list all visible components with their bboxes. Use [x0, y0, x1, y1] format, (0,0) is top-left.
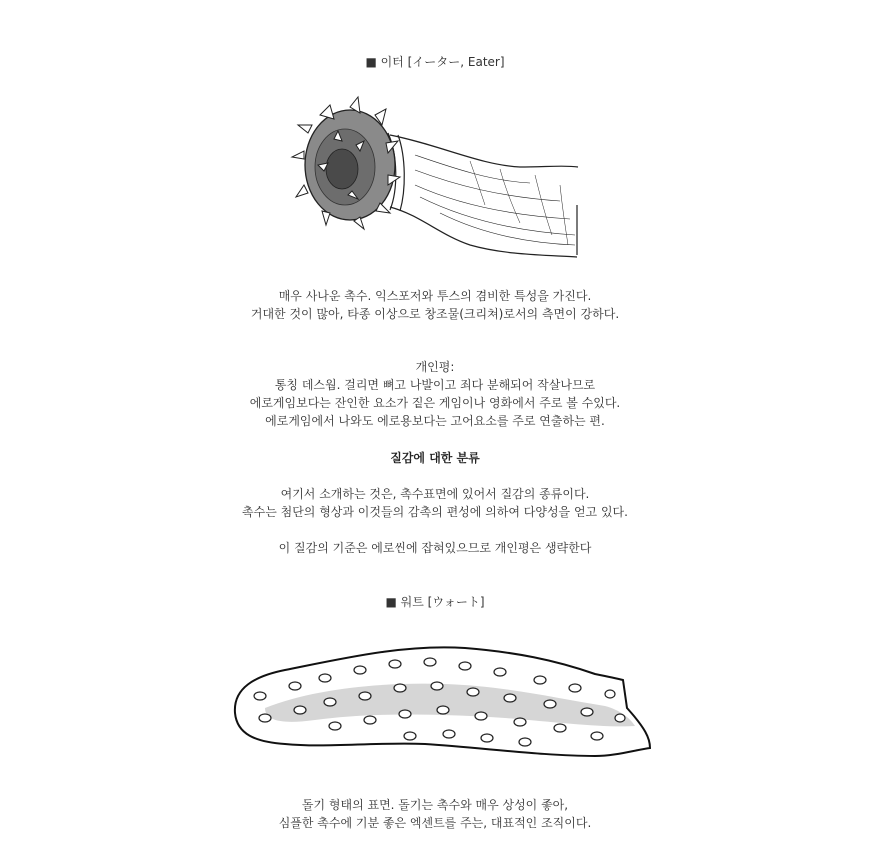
- wart-illustration: [225, 638, 655, 773]
- texture-intro-line-1: 여기서 소개하는 것은, 촉수표면에 있어서 질감의 종류이다.: [280, 487, 590, 501]
- wart-desc-line-1: 돌기 형태의 표면. 돌기는 촉수와 매우 상성이 좋아,: [301, 798, 569, 812]
- opinion-line-2: 에로게임보다는 잔인한 요소가 짙은 게임이나 영화에서 주로 볼 수있다.: [249, 396, 621, 410]
- wart-desc-line-2: 심플한 촉수에 기분 좋은 엑센트를 주는, 대표적인 조직이다.: [278, 816, 592, 830]
- texture-title: 질감에 대한 분류: [390, 451, 480, 465]
- opinion-line-1: 통칭 데스웜. 걸리면 뼈고 나발이고 죄다 분해되어 작살나므로: [274, 378, 596, 392]
- wart-heading: ■ 워트 [ウォート]: [385, 595, 485, 609]
- eater-illustration: [290, 95, 590, 265]
- texture-intro-line-2: 촉수는 첨단의 형상과 이것들의 감촉의 편성에 의하여 다양성을 얻고 있다.: [242, 505, 628, 519]
- texture-note: 이 질감의 기준은 에로씬에 잡혀있으므로 개인평은 생략한다: [278, 541, 592, 555]
- eater-desc-line-2: 거대한 것이 많아, 타종 이상으로 창조물(크리쳐)로서의 측면이 강하다.: [250, 307, 620, 321]
- opinion-title: 개인평:: [415, 360, 455, 374]
- eater-heading: ■ 이터 [イーター, Eater]: [365, 55, 505, 69]
- opinion-line-3: 에로게임에서 나와도 에로용보다는 고어요소를 주로 연출하는 편.: [265, 414, 605, 428]
- eater-desc-line-1: 매우 사나운 촉수. 익스포저와 투스의 겸비한 특성을 가진다.: [278, 289, 592, 303]
